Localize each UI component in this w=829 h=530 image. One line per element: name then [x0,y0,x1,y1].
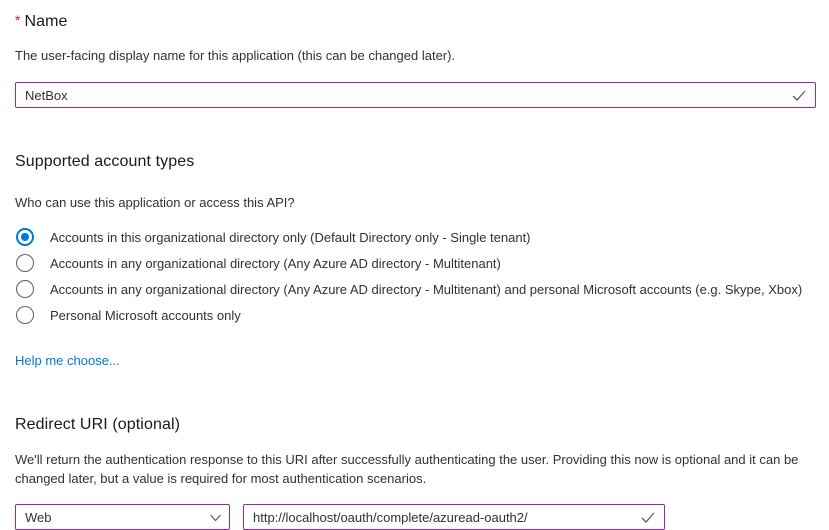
radio-option-label: Accounts in this organizational directory only (Default Directory only - Single tenant) [50,229,531,245]
help-me-choose-link[interactable]: Help me choose... [15,353,120,368]
radio-button-icon [16,280,34,298]
platform-select[interactable] [15,504,230,530]
platform-select-value: Web [25,509,52,525]
radio-button-icon [16,228,34,246]
redirect-uri-input-wrap [243,504,665,530]
account-type-radio-group [15,224,815,328]
radio-option-multitenant[interactable] [15,250,815,276]
name-label: Name [24,13,68,30]
redirect-uri-title: Redirect URI (optional) [15,416,181,433]
radio-button-icon [16,254,34,272]
radio-option-multitenant-personal[interactable] [15,276,815,302]
redirect-uri-section [15,416,815,530]
radio-option-single-tenant[interactable] [15,224,815,250]
account-types-section [15,153,815,370]
radio-option-label: Personal Microsoft accounts only [50,307,241,323]
redirect-uri-input[interactable] [243,504,665,530]
radio-option-personal-only[interactable] [15,302,815,328]
name-input[interactable] [15,82,816,108]
account-types-question: Who can use this application or access this API? [15,195,295,210]
account-types-title: Supported account types [15,153,195,170]
redirect-uri-description: We'll return the authentication response to this URI after successfully authenticating the user. Providing this now is optional and it can be changed later, but a value is required for most authentication scenarios. [15,452,799,486]
radio-option-label: Accounts in any organizational directory (Any Azure AD directory - Multitenant) [50,255,501,271]
radio-button-icon [16,306,34,324]
name-description: The user-facing display name for this application (this can be changed later). [15,48,456,63]
required-asterisk: * [15,12,21,28]
name-input-wrap [15,82,816,108]
radio-option-label: Accounts in any organizational directory (Any Azure AD directory - Multitenant) and personal Microsoft accounts (e.g. Skype, Xbox) [50,281,803,297]
platform-select-wrap [15,504,230,530]
name-section-title [15,12,815,31]
redirect-uri-row [15,504,815,530]
